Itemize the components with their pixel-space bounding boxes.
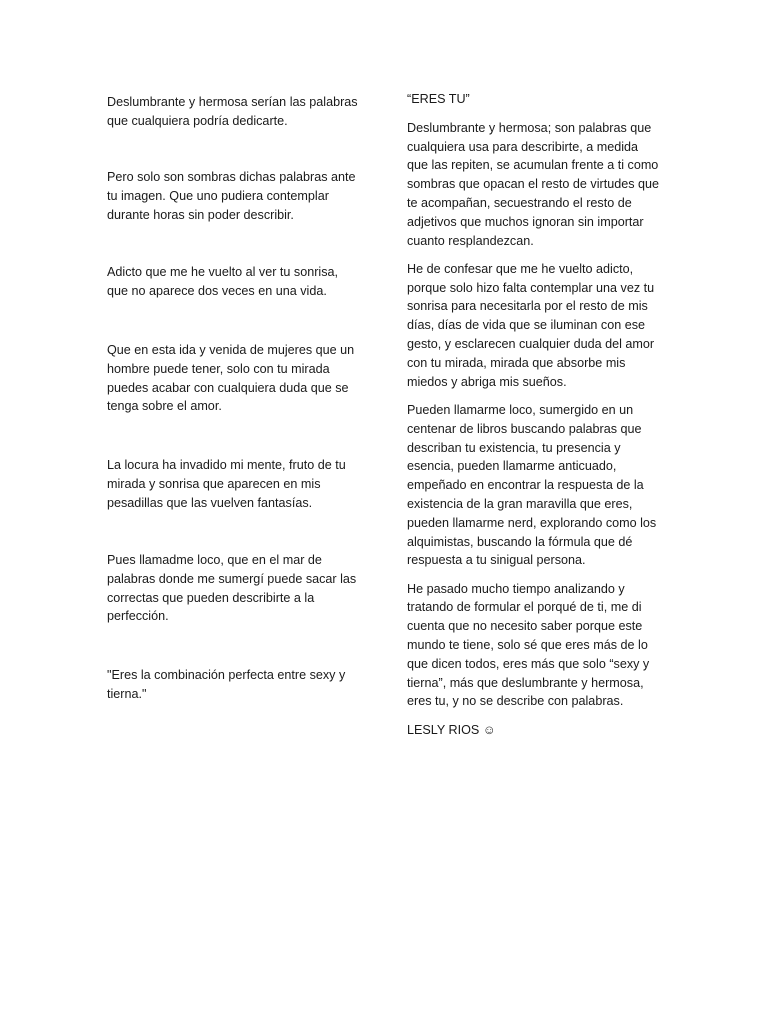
left-paragraph-1: Deslumbrante y hermosa serían las palabras que cualquiera podría dedicarte. [107,95,358,128]
right-paragraph-1: Deslumbrante y hermosa; son palabras que cualquiera usa para describirte, a medida que las repiten, se acumulan frente a ti como sombras que opacan el resto de virtudes que te acompañan, secuestrando el resto de adjetivos que muchos ignoran sin importar cuanto resplandezcan. [407,120,660,248]
left-paragraph-2: Pero solo son sombras dichas palabras ante tu imagen. Que uno pudiera contemplar durante horas sin poder describir. [107,170,356,222]
left-paragraph-4: Que en esta ida y venida de mujeres que un hombre puede tener, solo con tu mirada puedes acabar con cualquiera duda que se tenga sobre el amor. [107,343,355,414]
left-paragraph-7: "Eres la combinación perfecta entre sexy y tierna." [107,668,346,701]
right-column [407,90,669,749]
poem-title: “ERES TU” [407,92,470,106]
signature: LESLY RIOS ☺ [407,722,496,737]
right-paragraph-2: He de confesar que me he vuelto adicto, porque solo hizo falta contemplar una vez tu sonrisa para necesitarla por el resto de mis días, días de vida que se iluminan con ese gesto, y esclarecen cualquier duda del amor con tu mirada, mirada que absorbe mis miedos y abriga mis sueños. [407,261,655,389]
left-paragraph-3: Adicto que me he vuelto al ver tu sonrisa, que no aparece dos veces en una vida. [107,265,339,298]
right-paragraph-3: Pueden llamarme loco, sumergido en un centenar de libros buscando palabras que describan tu existencia, tu presencia y esencia, pueden llamarme anticuado, empeñado en encontrar la respuesta de la existencia de la gran maravilla que eres, pueden llamarme nerd, explorando como los alquimistas, buscando la fórmula que dé respuesta a tu sinigual persona. [407,402,657,568]
left-paragraph-5: La locura ha invadido mi mente, fruto de tu mirada y sonrisa que aparecen en mis pesadillas que las vuelven fantasías. [107,458,346,510]
left-paragraph-6: Pues llamadme loco, que en el mar de palabras donde me sumergí puede sacar las correctas que pueden describirte a la perfección. [107,553,357,624]
right-paragraph-4: He pasado mucho tiempo analizando y tratando de formular el porqué de ti, me di cuenta que no necesito saber porque este mundo te tiene, solo sé que eres más de lo que dicen todos, eres más que solo “sexy y tierna”, más que deslumbrante y hermosa, eres tu, y no se describe con palabras. [407,581,650,709]
